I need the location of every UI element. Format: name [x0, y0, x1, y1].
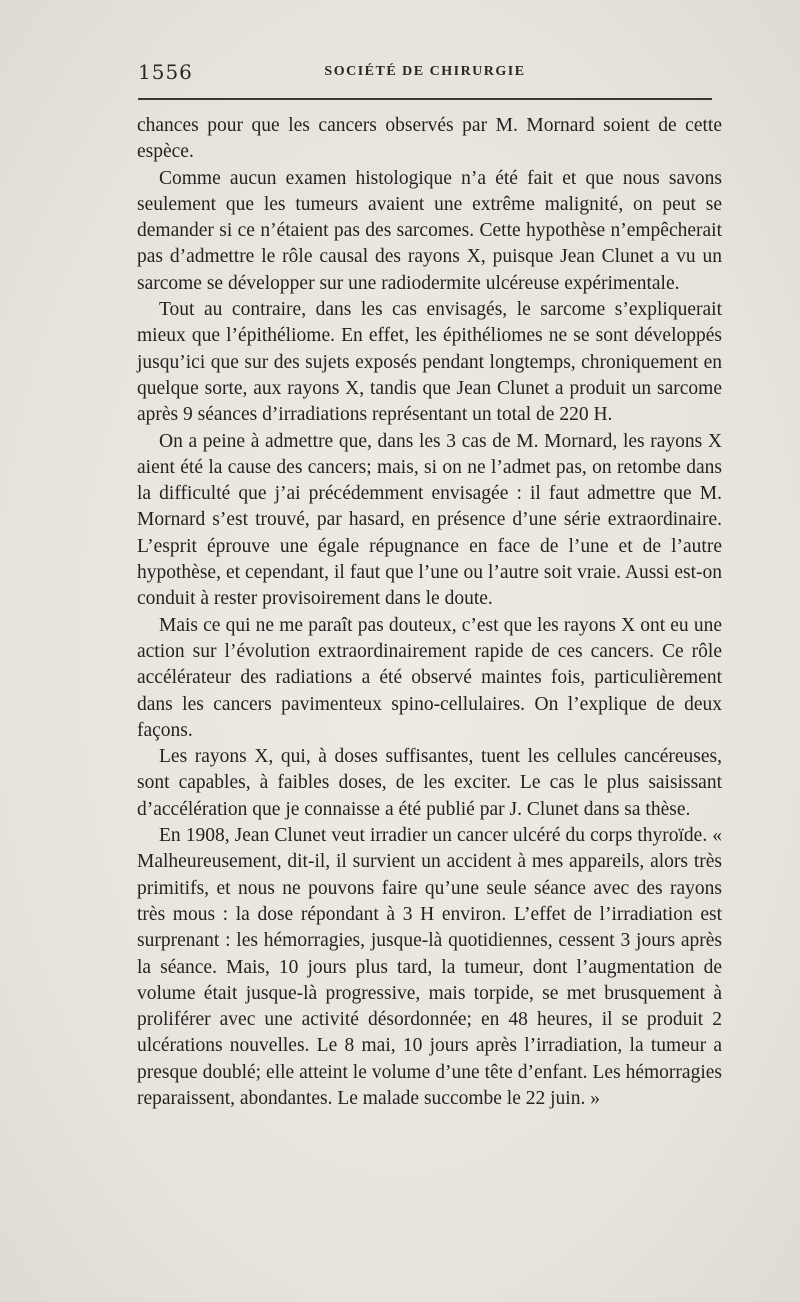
- paragraph-5: Mais ce qui ne me paraît pas douteux, c’est que les rayons X ont eu une action sur l’évolution extraordinairement rapide de ces cancers. Ce rôle accélérateur des radiations a été observé maintes fois, particulièrement dans les cancers pavimenteux spino-cellulaires. On l’explique de deux façons.: [137, 614, 722, 741]
- paragraph-7: En 1908, Jean Clunet veut irradier un cancer ulcéré du corps thyroïde. « Malheureusement, dit-il, il survient un accident à mes appareils, alors très primitifs, et nous ne pouvons faire qu’une seule séance avec des rayons très mous : la dose répondant à 3 H environ. L’effet de l’irradiation est surprenant : les hémorragies, jusque-là quotidiennes, cessent 3 jours après la séance. Mais, 10 jours plus tard, la tumeur, dont l’augmentation de volume était jusque-là progressive, mais torpide, se met brusquement à proliférer avec une activité désordonnée; en 48 heures, il se produit 2 ulcérations nouvelles. Le 8 mai, 10 jours après l’irradiation, la tumeur a presque doublé; elle atteint le volume d’une tête d’enfant. Les hémorragies reparaissent, abondantes. Le malade succombe le 22 juin. »: [137, 825, 722, 1109]
- running-title: SOCIÉTÉ DE CHIRURGIE: [324, 64, 526, 79]
- paragraph-3: Tout au contraire, dans les cas envisagés, le sarcome s’expliquerait mieux que l’épithéliome. En effet, les épithéliomes ne se sont développés jusqu’ici que sur des sujets exposés pendant longtemps, chroniquement en quelque sorte, aux rayons X, tandis que Jean Clunet a produit un sarcome après 9 séances d’irradiations représentant un total de 220 H.: [137, 299, 722, 426]
- page-header: [138, 60, 712, 90]
- paragraph-4: On a peine à admettre que, dans les 3 cas de M. Mornard, les rayons X aient été la cause des cancers; mais, si on ne l’admet pas, on retombe dans la difficulté que j’ai précédemment envisagée : il faut admettre que M. Mornard s’est trouvé, par hasard, en présence d’une série extraordinaire. L’esprit éprouve une égale répugnance en face de l’une et de l’autre hypothèse, et cependant, il faut que l’une ou l’autre soit vraie. Aussi est-on conduit à rester provisoirement dans le doute.: [137, 430, 722, 610]
- page-number: 1556: [138, 60, 193, 84]
- body-text: [137, 113, 722, 1112]
- paragraph-6: Les rayons X, qui, à doses suffisantes, tuent les cellules cancéreuses, sont capables, à faibles doses, de les exciter. Le cas le plus saisissant d’accélération que je connaisse a été publié par J. Clunet dans sa thèse.: [137, 746, 722, 820]
- paragraph-2: Comme aucun examen histologique n’a été fait et que nous savons seulement que les tumeurs avaient une extrême malignité, on peut se demander si ce n’étaient pas des sarcomes. Cette hypothèse n’empêcherait pas d’admettre le rôle causal des rayons X, puisque Jean Clunet a vu un sarcome se développer sur une radiodermite ulcéreuse expérimentale.: [137, 167, 722, 294]
- header-rule: [138, 98, 712, 100]
- paragraph-1: chances pour que les cancers observés par M. Mornard soient de cette espèce.: [137, 115, 722, 163]
